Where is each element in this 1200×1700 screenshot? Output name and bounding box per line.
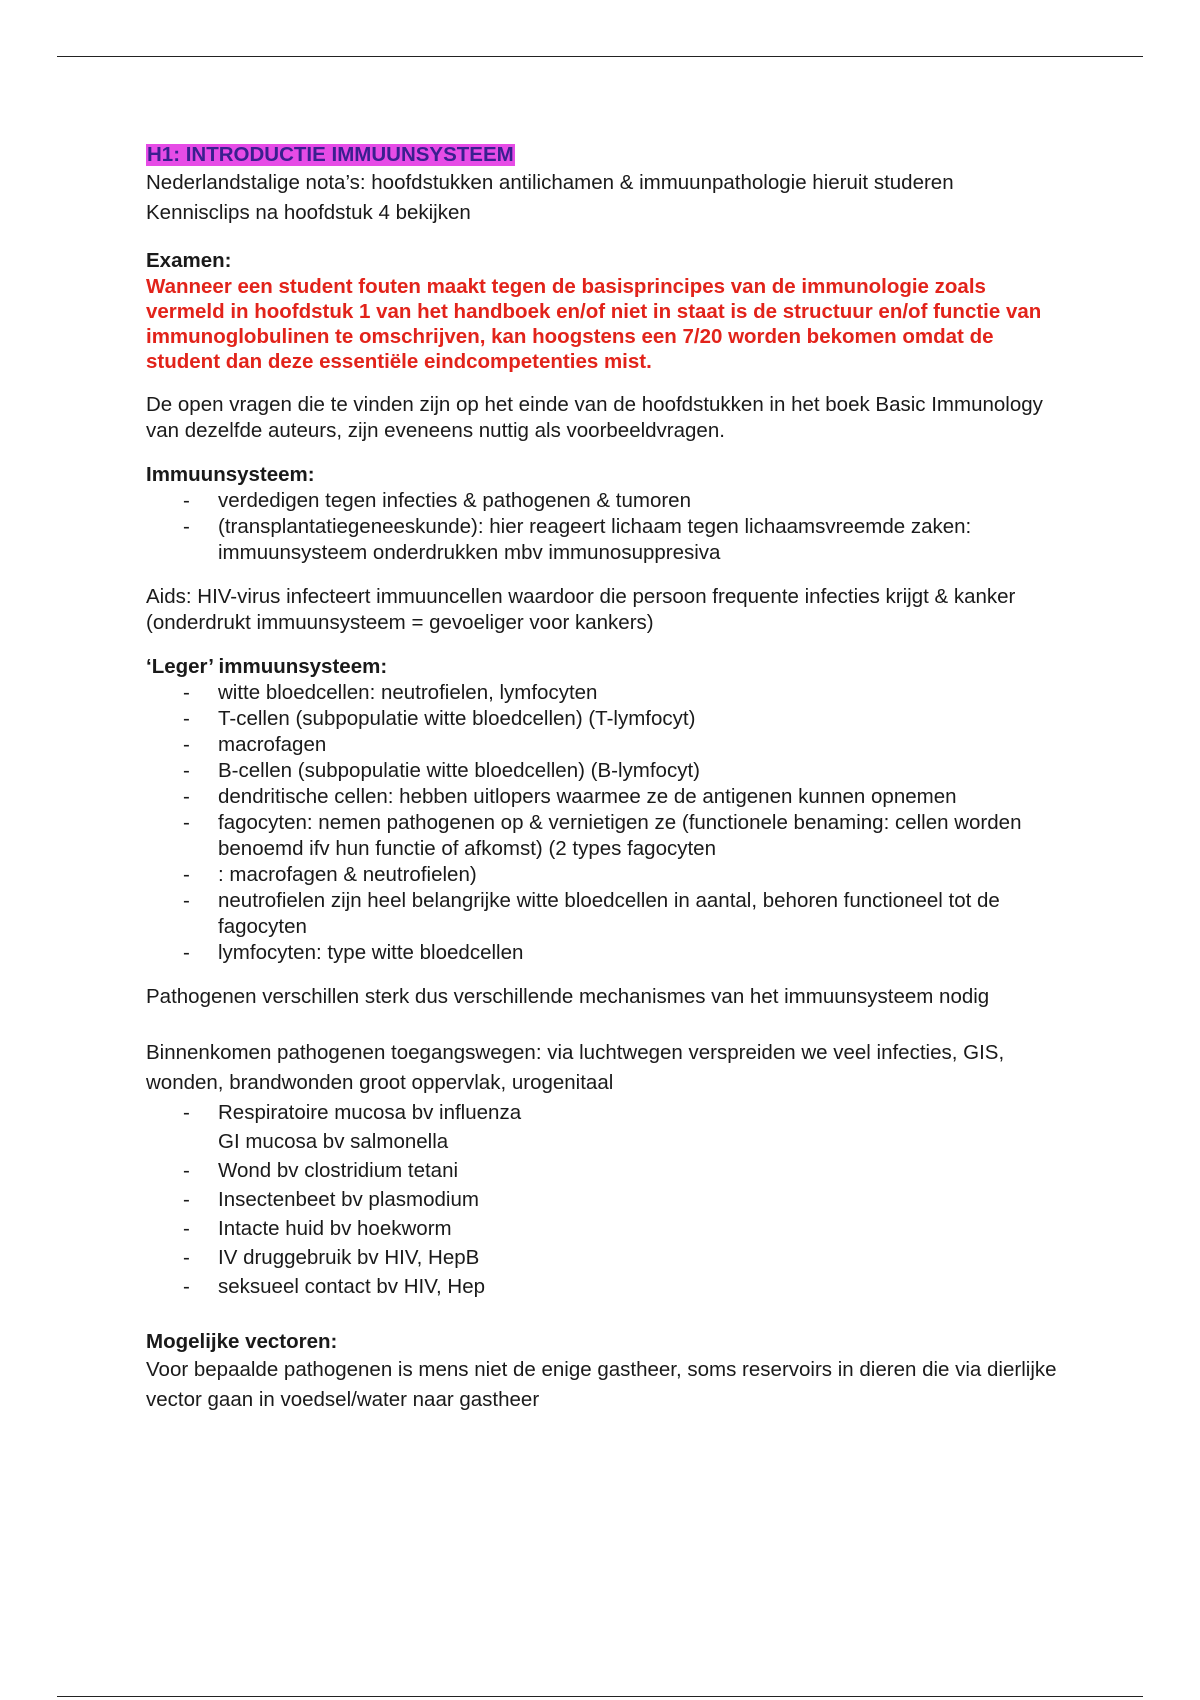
immuunsysteem-heading: Immuunsysteem: <box>146 463 315 486</box>
footer-rule <box>57 1696 1143 1697</box>
list-item: - macrofagen <box>146 732 1066 758</box>
examen-warning: Wanneer een student fouten maakt tegen de basisprincipes van de immunologie zoals vermeld in hoofdstuk 1 van het handboek en/of niet in staat is de structuur en/of functie van immunoglobulinen te omschrijven, kan hoogstens een 7/20 worden bekomen omdat de student dan deze essentiële eindcompetenties mist. <box>146 275 1042 373</box>
toegang-text: Binnenkomen pathogenen toegangswegen: via luchtwegen verspreiden we veel infecties, GIS, wonden, brandwonden groot oppervlak, urogenitaal <box>146 1041 1005 1094</box>
list-item: - : macrofagen & neutrofielen) <box>146 862 1066 888</box>
aids-text: Aids: HIV-virus infecteert immuuncellen waardoor die persoon frequente infecties krijgt & kanker (onderdrukt immuunsysteem = gevoeliger voor kankers) <box>146 585 1016 634</box>
leger-list <box>146 680 1066 966</box>
examen-heading: Examen: <box>146 249 232 272</box>
list-item: - witte bloedcellen: neutrofielen, lymfocyten <box>146 680 1066 706</box>
examen-note: De open vragen die te vinden zijn op het einde van de hoofdstukken in het boek Basic Immunology van dezelfde auteurs, zijn eveneens nuttig als voorbeeldvragen. <box>146 393 1043 442</box>
list-item: - verdedigen tegen infecties & pathogenen & tumoren <box>146 488 1066 514</box>
list-item: - fagocyten: nemen pathogenen op & vernietigen ze (functionele benaming: cellen worden benoemd ifv hun functie of afkomst) (2 types fagocyten <box>146 810 1066 862</box>
list-item: - Intacte huid bv hoekworm <box>146 1214 1066 1243</box>
header-rule <box>57 56 1143 57</box>
intro-line-2: Kennisclips na hoofdstuk 4 bekijken <box>146 201 471 224</box>
list-item: - dendritische cellen: hebben uitlopers waarmee ze de antigenen kunnen opnemen <box>146 784 1066 810</box>
vectoren-heading: Mogelijke vectoren: <box>146 1330 338 1353</box>
list-item: - IV druggebruik bv HIV, HepB <box>146 1243 1066 1272</box>
list-item: - (transplantatiegeneeskunde): hier reageert lichaam tegen lichaamsvreemde zaken: immuunsysteem onderdrukken mbv immunosuppresiva <box>146 514 1066 566</box>
intro-line-1: Nederlandstalige nota’s: hoofdstukken antilichamen & immuunpathologie hieruit studeren <box>146 171 954 194</box>
list-item: - T-cellen (subpopulatie witte bloedcellen) (T-lymfocyt) <box>146 706 1066 732</box>
list-item: - Insectenbeet bv plasmodium <box>146 1185 1066 1214</box>
leger-heading: ‘Leger’ immuunsysteem: <box>146 655 388 678</box>
chapter-title: H1: INTRODUCTIE IMMUUNSYSTEEM <box>147 143 514 166</box>
pathogenen-text: Pathogenen verschillen sterk dus verschillende mechanismes van het immuunsysteem nodig <box>146 985 990 1008</box>
vectoren-text: Voor bepaalde pathogenen is mens niet de enige gastheer, soms reservoirs in dieren die via dierlijke vector gaan in voedsel/water naar gastheer <box>146 1358 1057 1411</box>
list-item: - Wond bv clostridium tetani <box>146 1156 1066 1185</box>
list-item: - seksueel contact bv HIV, Hep <box>146 1272 1066 1301</box>
list-item: - B-cellen (subpopulatie witte bloedcellen) (B-lymfocyt) <box>146 758 1066 784</box>
immuunsysteem-list <box>146 488 1066 566</box>
list-item: - lymfocyten: type witte bloedcellen <box>146 940 1066 966</box>
document-body <box>146 142 1066 1415</box>
list-item: - Respiratoire mucosa bv influenza <box>146 1098 1066 1127</box>
list-item: - neutrofielen zijn heel belangrijke witte bloedcellen in aantal, behoren functioneel tot de fagocyten <box>146 888 1066 940</box>
toegang-list <box>146 1098 1066 1301</box>
list-item: GI mucosa bv salmonella <box>218 1130 449 1153</box>
